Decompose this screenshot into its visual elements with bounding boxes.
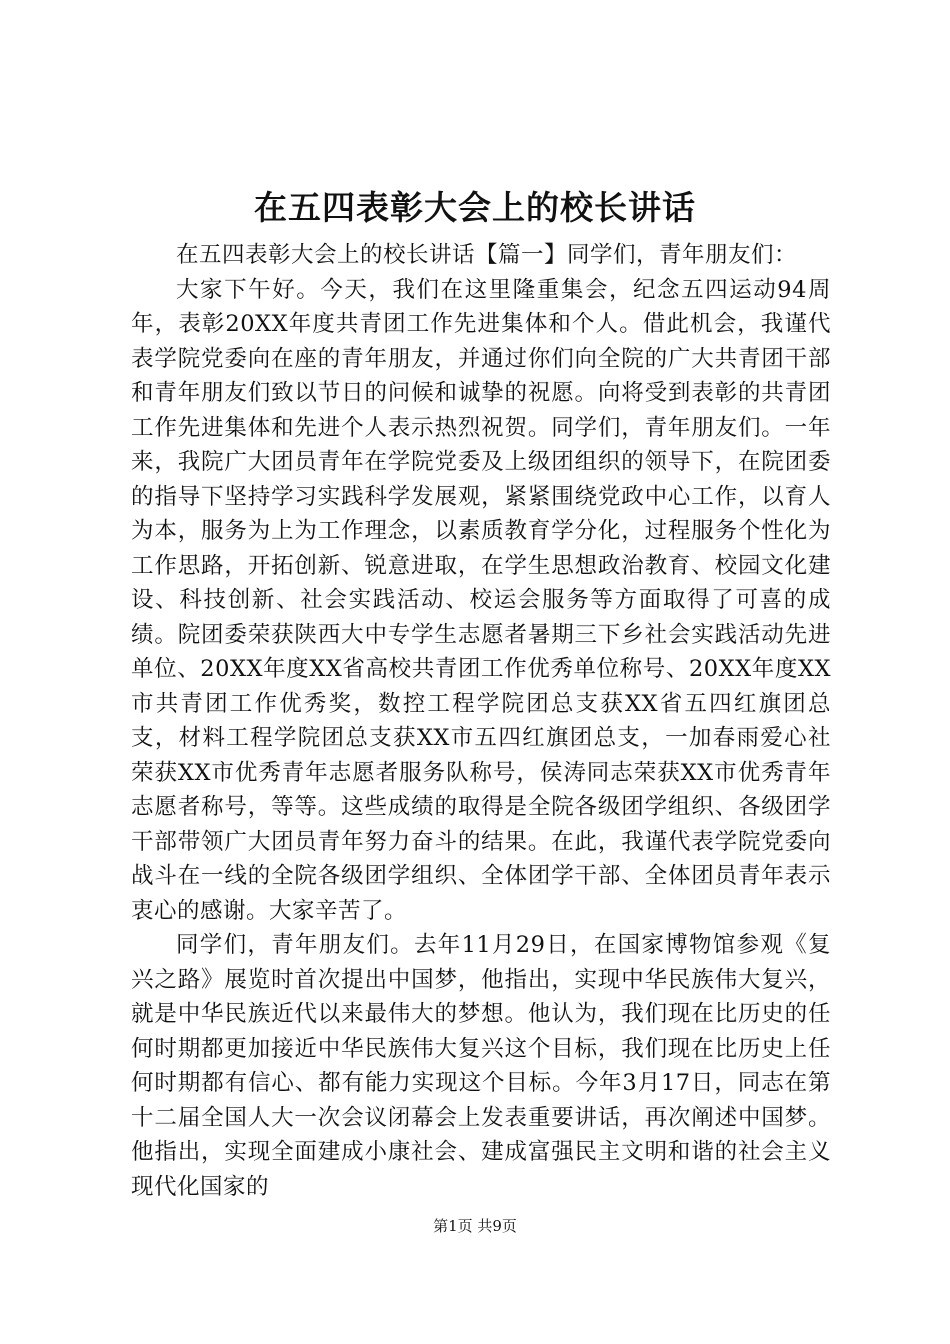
paragraph-3: 同学们，青年朋友们。去年11月29日，在国家博物馆参观《复兴之路》展览时首次提出中国梦，他指出，实现中华民族伟大复兴，就是中华民族近代以来最伟大的梦想。他认为，我们现在比历史的任何时期都更加接近中华民族伟大复兴这个目标，我们现在比历史上任何时期都有信心、都有能力实现这个目标。今年3月17日，同志在第十二届全国人大一次会议闭幕会上发表重要讲话，再次阐述中国梦。他指出，实现全面建成小康社会、建成富强民主文明和谐的社会主义现代化国家的 bbox=[131, 932, 831, 1200]
document-body bbox=[131, 238, 831, 1204]
paragraph-1: 在五四表彰大会上的校长讲话【篇一】同学们，青年朋友们： bbox=[176, 242, 798, 268]
page-footer: 第1页 共9页 bbox=[433, 1217, 517, 1235]
paragraph-2: 大家下午好。今天，我们在这里隆重集会，纪念五四运动94周年，表彰20XX年度共青团工作先进集体和个人。借此机会，我谨代表学院党委向在座的青年朋友，并通过你们向全院的广大共青团干部和青年朋友们致以节日的问候和诚挚的祝愿。向将受到表彰的共青团工作先进集体和先进个人表示热烈祝贺。同学们，青年朋友们。一年来，我院广大团员青年在学院党委及上级团组织的领导下，在院团委的指导下坚持学习实践科学发展观，紧紧围绕党政中心工作，以育人为本，服务为上为工作理念，以素质教育学分化，过程服务个性化为工作思路，开拓创新、锐意进取，在学生思想政治教育、校园文化建设、科技创新、社会实践活动、校运会服务等方面取得了可喜的成绩。院团委荣获陕西大中专学生志愿者暑期三下乡社会实践活动先进单位、20XX年度XX省高校共青团工作优秀单位称号、20XX年度XX市共青团工作优秀奖，数控工程学院团总支获XX省五四红旗团总支，材料工程学院团总支获XX市五四红旗团总支，一加春雨爱心社荣获XX市优秀青年志愿者服务队称号，侯涛同志荣获XX市优秀青年志愿者称号，等等。这些成绩的取得是全院各级团学组织、各级团学干部带领广大团员青年努力奋斗的结果。在此，我谨代表学院党委向战斗在一线的全院各级团学组织、全体团学干部、全体团员青年表示衷心的感谢。大家辛苦了。 bbox=[131, 276, 831, 924]
document-title: 在五四表彰大会上的校长讲话 bbox=[254, 188, 696, 227]
